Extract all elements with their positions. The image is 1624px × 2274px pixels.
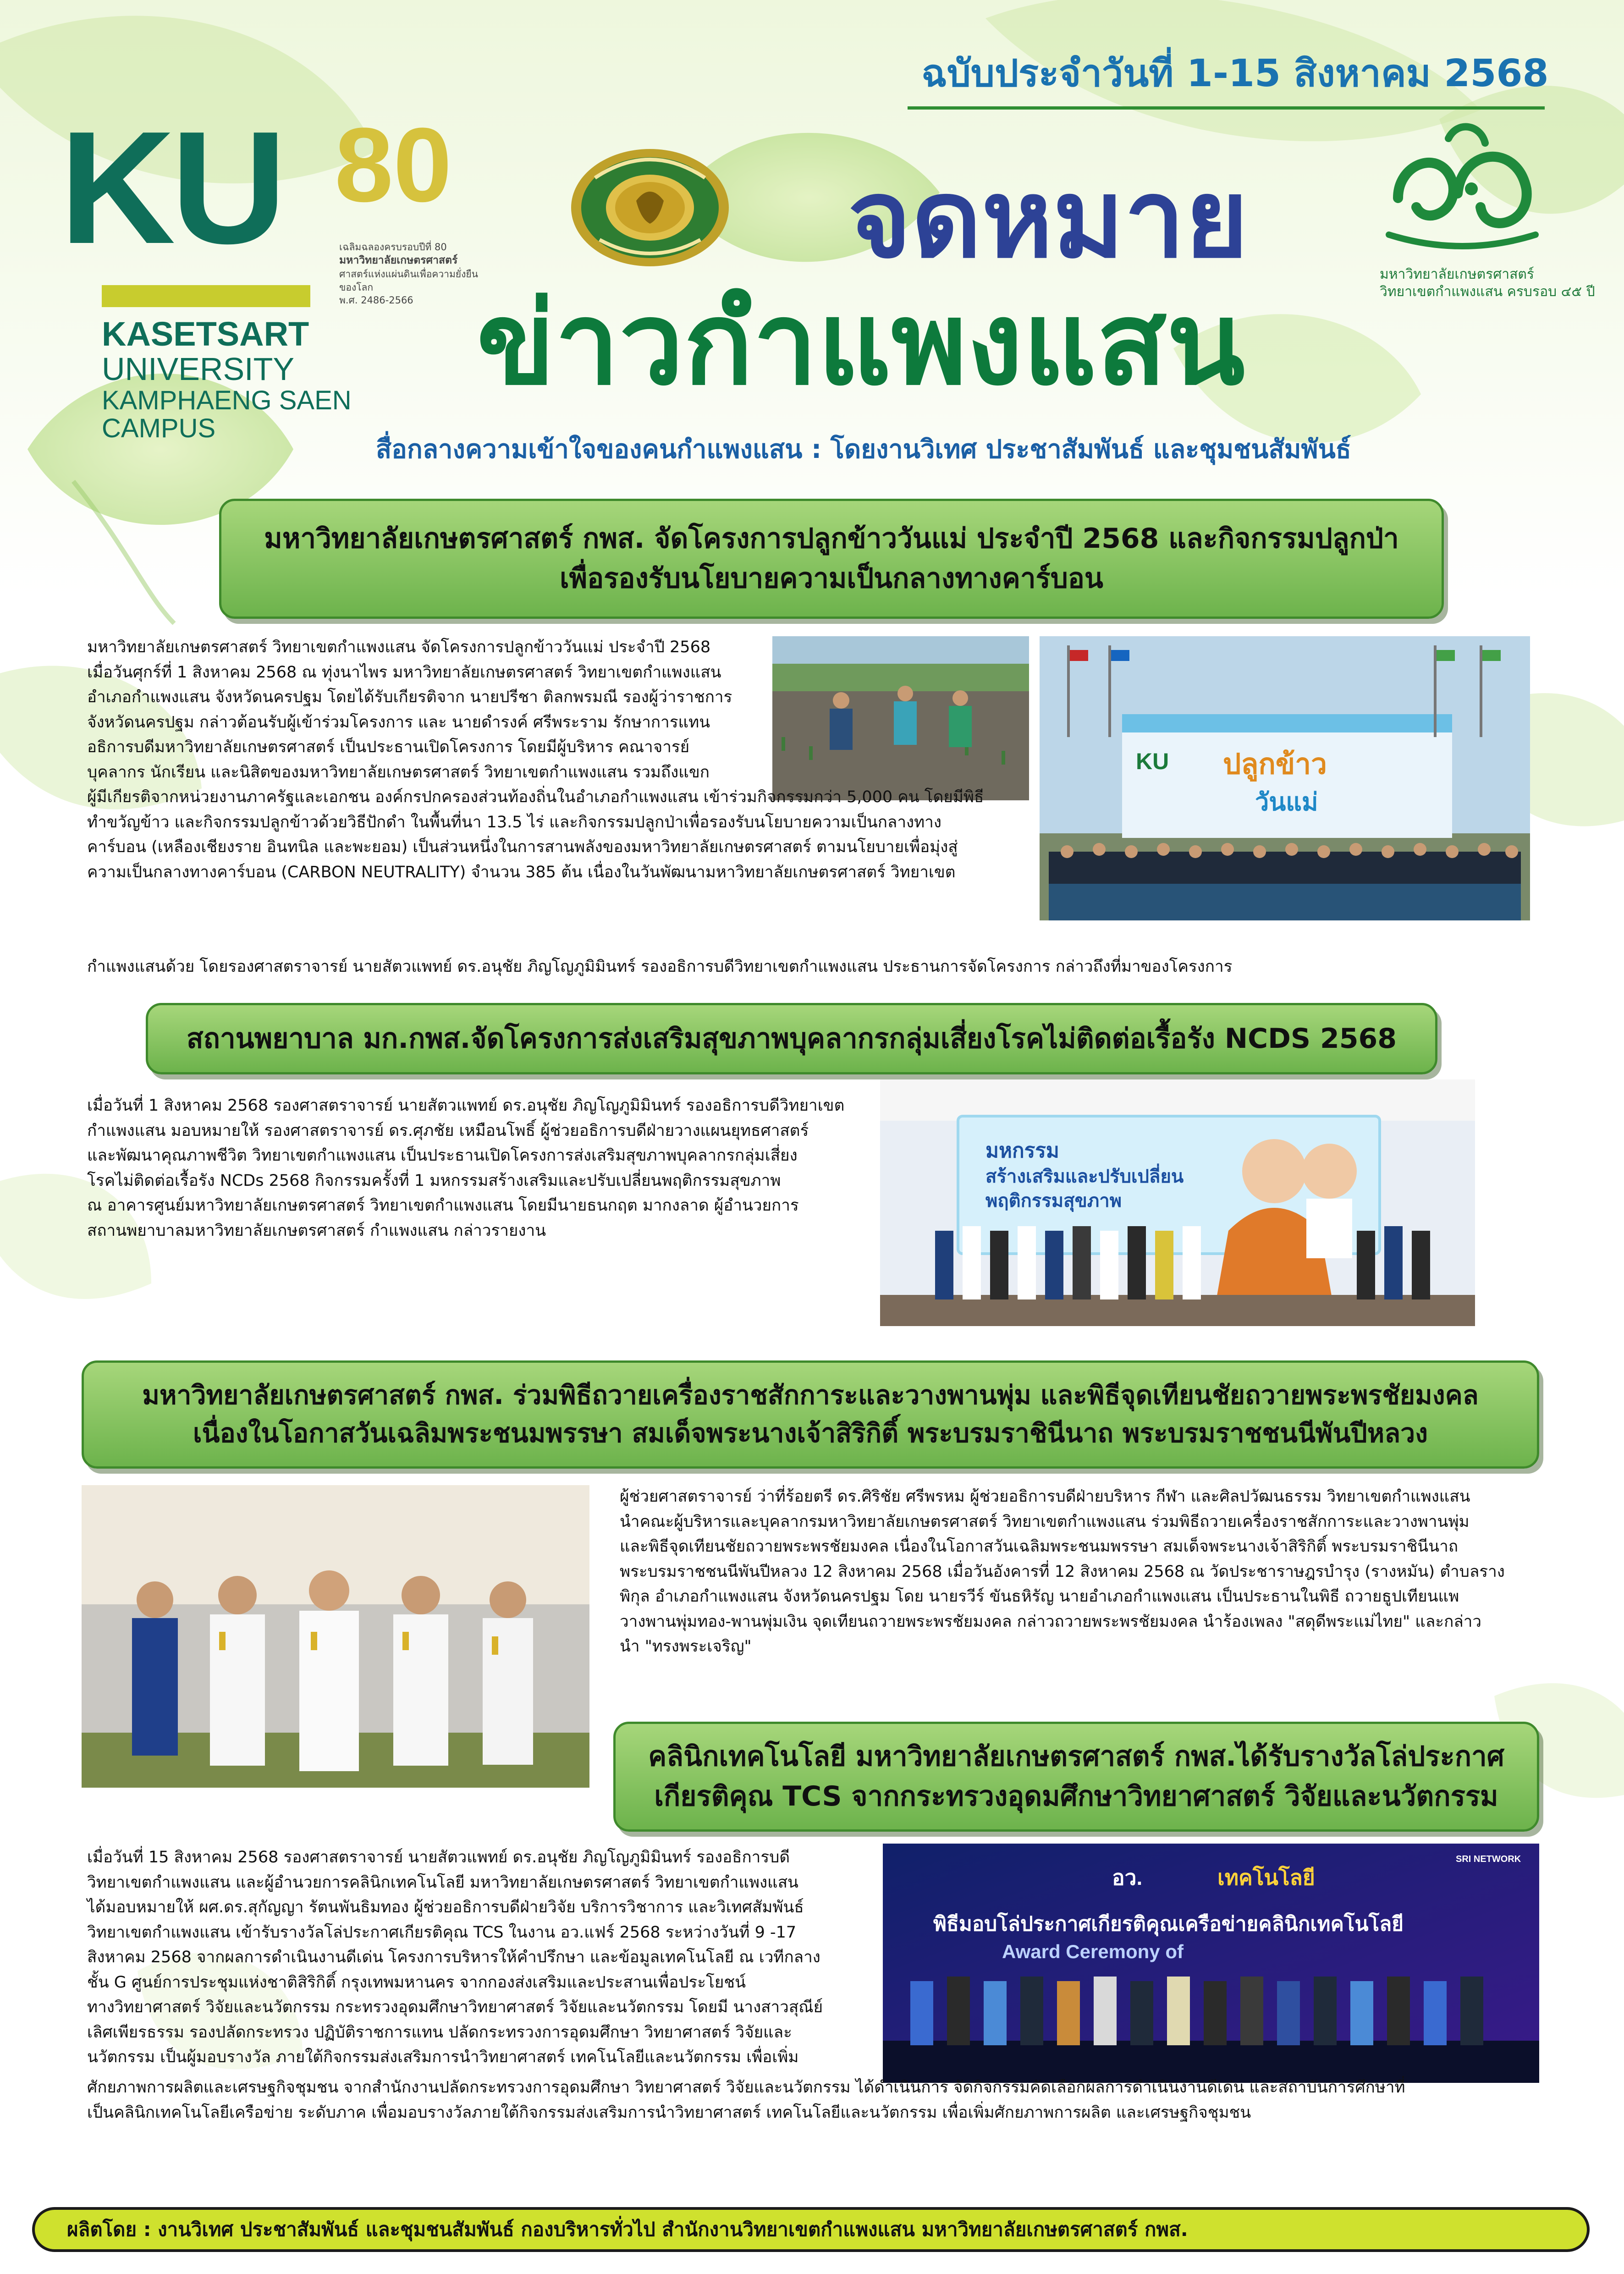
banner-network-text: SRI NETWORK	[1456, 1854, 1521, 1864]
footer-credits	[32, 2207, 1590, 2252]
article4-headline: คลินิกเทคโนโลยี มหาวิทยาลัยเกษตรศาสตร์ กพส.ได้รับรางวัลโล่ประกาศ เกียรติคุณ TCS จากกระทรวงอุดมศึกษาวิทยาศาสตร์ วิจัยและนวัตกรรม	[613, 1722, 1539, 1832]
anniversary-45-logo	[1380, 120, 1545, 258]
article1-photo-rice-planting	[772, 636, 1029, 800]
article4-body-narrow: เมื่อวันที่ 15 สิงหาคม 2568 รองศาสตราจารย์ นายสัตวแพทย์ ดร.อนุชัย ภิญโญภูมิมินทร์ รองอธิการบดี วิทยาเขตกำแพงแสน และผู้อำนวยการคลินิกเทคโนโลยี มหาวิทยาลัยเกษตรศาสตร์ วิทยาเขตกำแพงแสน ได้มอบหมายให้ ผศ.ดร.สุกัญญา รัตนพันธิมทอง ผู้ช่วยอธิการบดีฝ่ายวิจัย บริการวิชาการ และวิเทศสัมพันธ์ วิทยาเขตกำแพงแสน เข้ารับรางวัลโล่ประกาศเกียรติคุณ TCS ในงาน อว.แฟร์ 2568 ระหว่างวันที่ 9 -17 สิงหาคม 2568 จากผลการดำเนินงานดีเด่น โครงการบริหารให้คำปรึกษา และข้อมูลเทคโนโลยี ณ เวทีกลาง ชั้น G ศูนย์การประชุมแห่งชาติสิริกิติ์ กรุงเทพมหานคร จากกองส่งเสริมและประสานเพื่อประโยชน์ ทางวิทยาศาสตร์ วิจัยและนวัตกรรม กระทรวงอุดมศึกษาวิทยาศาสตร์ วิจัยและนวัตกรรม โดยมี นางสาวสุณีย์ เลิศเพียรธรรม รองปลัดกระทรวง ปฏิบัติราชการแทน ปลัดกระทรวงการอุดมศึกษา วิทยาศาสตร์ วิจัยและ นวัตกรรม เป็นผู้มอบรางวัล ภายใต้กิจกรรมส่งเสริมการนำวิทยาศาสตร์ เทคโนโลยีและนวัตกรรม เพื่อเพิ่ม	[87, 1848, 823, 2066]
banner-behavior-text: พฤติกรรมสุขภาพ	[985, 1190, 1122, 1211]
footer-text: ผลิตโดย : งานวิเทศ ประชาสัมพันธ์ และชุมชนสัมพันธ์ กองบริหารทั่วไป สำนักงานวิทยาเขตกำแพงแสน มหาวิทยาลัยเกษตรศาสตร์ กพส.	[67, 2218, 1188, 2241]
ku-logo-bar	[102, 285, 310, 307]
campus-seal-logo	[567, 146, 732, 270]
banner-mother-text: วันแม่	[1255, 787, 1318, 816]
banner-award-english: Award Ceremony of	[1002, 1941, 1184, 1962]
article1-body-wide: ผู้มีเกียรติจากหน่วยงานภาครัฐและเอกชน องค์กรปกครองส่วนท้องถิ่นในอำเภอกำแพงแสน เข้าร่วมกิจกรรมกว่า 5,000 คน โดยมีพิธี ทำขวัญข้าว และกิจกรรมปลูกข้าวด้วยวิธีปักดำ ในพื้นที่นา 13.5 ไร่ และกิจกรรมปลูกป่าเพื่อรองรับนโยบายความเป็นกลางทาง คาร์บอน (เหลืองเชียงราย อินทนิล และพะยอม) เป็นส่วนหนึ่งในการสานพลังของมหาวิทยาลัยเกษตรศาสตร์ ตามนโยบายเพื่อมุ่งสู่ ความเป็นกลางทางคาร์บอน (CARBON NEUTRALITY) จำนวน 385 ต้น เนื่องในวันพัฒนามหาวิทยาลัยเกษตรศาสตร์ วิทยาเขต	[87, 788, 984, 881]
ku-anniversary-caption: เฉลิมฉลองครบรอบปีที่ 80 มหาวิทยาลัยเกษตรศาสตร์ ศาสตร์แห่งแผ่นดินเพื่อความยั่งยืนของโลก พ.ศ. 2486-2566	[339, 242, 479, 306]
article4-body-full: ศักยภาพการผลิตและเศรษฐกิจชุมชน จากสำนักงานปลัดกระทรวงการอุดมศึกษา วิทยาศาสตร์ วิจัยและนวัตกรรม ได้ดำเนินการ จัดกิจกรรมคัดเลือกผลการดำเนินงานดีเด่น และสถาบันการศึกษาที่ เป็นคลินิกเทคโนโลยีเครือข่าย ระดับภาค เพื่อมอบรางวัลภายใต้กิจกรรมส่งเสริมการนำวิทยาศาสตร์ เทคโนโลยีและนวัตกรรม เพื่อเพิ่มศักยภาพการผลิต และเศรษฐกิจชุมชน	[87, 2078, 1405, 2122]
banner-award-text: พิธีมอบโล่ประกาศเกียรติคุณเครือข่ายคลินิกเทคโนโลยี	[933, 1912, 1404, 1936]
article3-headline: มหาวิทยาลัยเกษตรศาสตร์ กพส. ร่วมพิธีถวายเครื่องราชสักการะและวางพานพุ่ม และพิธีจุดเทียนชัยถวายพระพรชัยมงคล เนื่องในโอกาสวันเฉลิมพระชนมพรรษา สมเด็จพระนางเจ้าสิริกิติ์ พระบรมราชินีนาถ พระบรมราชชนนีพันปีหลวง	[82, 1360, 1539, 1469]
newsletter-title-line1: จดหมาย	[848, 156, 1249, 282]
article1-headline: มหาวิทยาลัยเกษตรศาสตร์ กพส. จัดโครงการปลูกข้าววันแม่ ประจำปี 2568 และกิจกรรมปลูกป่า เพื่อรองรับนโยบายความเป็นกลางทางคาร์บอน	[219, 499, 1444, 619]
banner-ku-text: KU	[1136, 749, 1169, 774]
article4-photo-award	[883, 1844, 1539, 2083]
issue-date: ฉบับประจำวันที่ 1-15 สิงหาคม 2568	[921, 52, 1549, 95]
banner-promote-text: สร้างเสริมและปรับเปลี่ยน	[985, 1166, 1184, 1187]
article3-photo-ceremony	[82, 1485, 589, 1788]
article3-body: ผู้ช่วยศาสตราจารย์ ว่าที่ร้อยตรี ดร.ศิริชัย ศรีพรหม ผู้ช่วยอธิการบดีฝ่ายบริหาร กีฬา และศิลปวัฒนธรรม วิทยาเขตกำแพงแสน นำคณะผู้บริหารและบุคลากรมหาวิทยาลัยเกษตรศาสตร์ วิทยาเขตกำแพงแสน ร่วมพิธีถวายเครื่องราชสักการะและวางพานพุ่ม และพิธีจุดเทียนชัยถวายพระพรชัยมงคล เนื่องในโอกาสวันเฉลิมพระชนมพรรษา สมเด็จพระนางเจ้าสิริกิติ์ พระบรมราชินีนาถ พระบรมราชชนนีพันปีหลวง 12 สิงหาคม 2568 เมื่อวันอังคารที่ 12 สิงหาคม 2568 ณ วัดประชาราษฎรบำรุง (รางหมัน) ตำบลราง พิกุล อำเภอกำแพงแสน จังหวัดนครปฐม โดย นายรวีร์ ขันธหิรัญ นายอำเภอกำแพงแสน เป็นประธานในพิธี ถวายธูปเทียนแพ วางพานพุ่มทอง-พานพุ่มเงิน จุดเทียนถวายพระพรชัยมงคล กล่าวถวายพระพรชัยมงคล นำร้องเพลง "สดุดีพระแม่ไทย" และกล่าว นำ "ทรงพระเจริญ"	[620, 1487, 1505, 1656]
banner-fair-text: มหกรรม	[985, 1139, 1059, 1162]
article1-body-full: กำแพงแสนด้วย โดยรองศาสตราจารย์ นายสัตวแพทย์ ดร.อนุชัย ภิญโญภูมิมินทร์ รองอธิการบดีวิทยาเขตกำแพงแสน ประธานการจัดโครงการ กล่าวถึงที่มาของโครงการ	[87, 958, 1233, 976]
article1-photo-group	[1040, 636, 1530, 920]
ku-logo-letters: KU	[60, 98, 282, 277]
article2-body: เมื่อวันที่ 1 สิงหาคม 2568 รองศาสตราจารย์ นายสัตวแพทย์ ดร.อนุชัย ภิญโญภูมิมินทร์ รองอธิการบดีวิทยาเขต กำแพงแสน มอบหมายให้ รองศาสตราจารย์ ดร.ศุภชัย เหมือนโพธิ์ ผู้ช่วยอธิการบดีฝ่ายวางแผนยุทธศาสตร์ และพัฒนาคุณภาพชีวิต วิทยาเขตกำแพงแสน เป็นประธานเปิดโครงการส่งเสริมสุขภาพบุคลากรกลุ่มเสี่ยง โรคไม่ติดต่อเรื้อรัง NCDs 2568 กิจกรรมครั้งที่ 1 มหกรรมสร้างเสริมและปรับเปลี่ยนพฤติกรรมสุขภาพ ณ อาคารศูนย์มหาวิทยาลัยเกษตรศาสตร์ วิทยาเขตกำแพงแสน โดยมีนายธนกฤต มากงลาด ผู้อำนวยการ สถานพยาบาลมหาวิทยาลัยเกษตรศาสตร์ กำแพงแสน กล่าวรายงาน	[87, 1096, 845, 1240]
article2-headline: สถานพยาบาล มก.กพส.จัดโครงการส่งเสริมสุขภาพบุคลากรกลุ่มเสี่ยงโรคไม่ติดต่อเรื้อรัง NCDS 2568	[146, 1003, 1437, 1074]
ku-80-mark: 80	[335, 106, 452, 224]
banner-rice-text: ปลูกข้าว	[1223, 747, 1327, 781]
issue-underline	[908, 106, 1545, 110]
article1-body-narrow: มหาวิทยาลัยเกษตรศาสตร์ วิทยาเขตกำแพงแสน จัดโครงการปลูกข้าววันแม่ ประจำปี 2568 เมื่อวันศุกร์ที่ 1 สิงหาคม 2568 ณ ทุ่งนาไพร มหาวิทยาลัยเกษตรศาสตร์ วิทยาเขตกำแพงแสน อำเภอกำแพงแสน จังหวัดนครปฐม โดยได้รับเกียรติจาก นายปรีชา ติลกพรมณี รองผู้ว่าราชการ จังหวัดนครปฐม กล่าวต้อนรับผู้เข้าร่วมโครงการ และ นายดำรงค์ ศรีพระราม รักษาการแทน อธิการบดีมหาวิทยาลัยเกษตรศาสตร์ เป็นประธานเปิดโครงการ โดยมีผู้บริหาร คณาจารย์ บุคลากร นักเรียน และนิสิตของมหาวิทยาลัยเกษตรศาสตร์ วิทยาเขตกำแพงแสน รวมถึงแขก	[87, 638, 732, 782]
banner-technology-text: เทคโนโลยี	[1217, 1865, 1315, 1890]
article2-photo-ncds-event	[880, 1079, 1475, 1326]
ku-campus-name: KASETSART UNIVERSITY KAMPHAENG SAEN CAMPUS	[102, 315, 352, 444]
anniversary-logo-caption: มหาวิทยาลัยเกษตรศาสตร์ วิทยาเขตกำแพงแสน ครบรอบ ๔๕ ปี	[1380, 266, 1595, 300]
banner-ministry-text: อว.	[1112, 1866, 1143, 1889]
newsletter-subtitle: สื่อกลางความเข้าใจของคนกำแพงแสน : โดยงานวิเทศ ประชาสัมพันธ์ และชุมชนสัมพันธ์	[376, 435, 1351, 464]
newsletter-title-line2: ข่าวกำแพงแสน	[477, 277, 1245, 410]
